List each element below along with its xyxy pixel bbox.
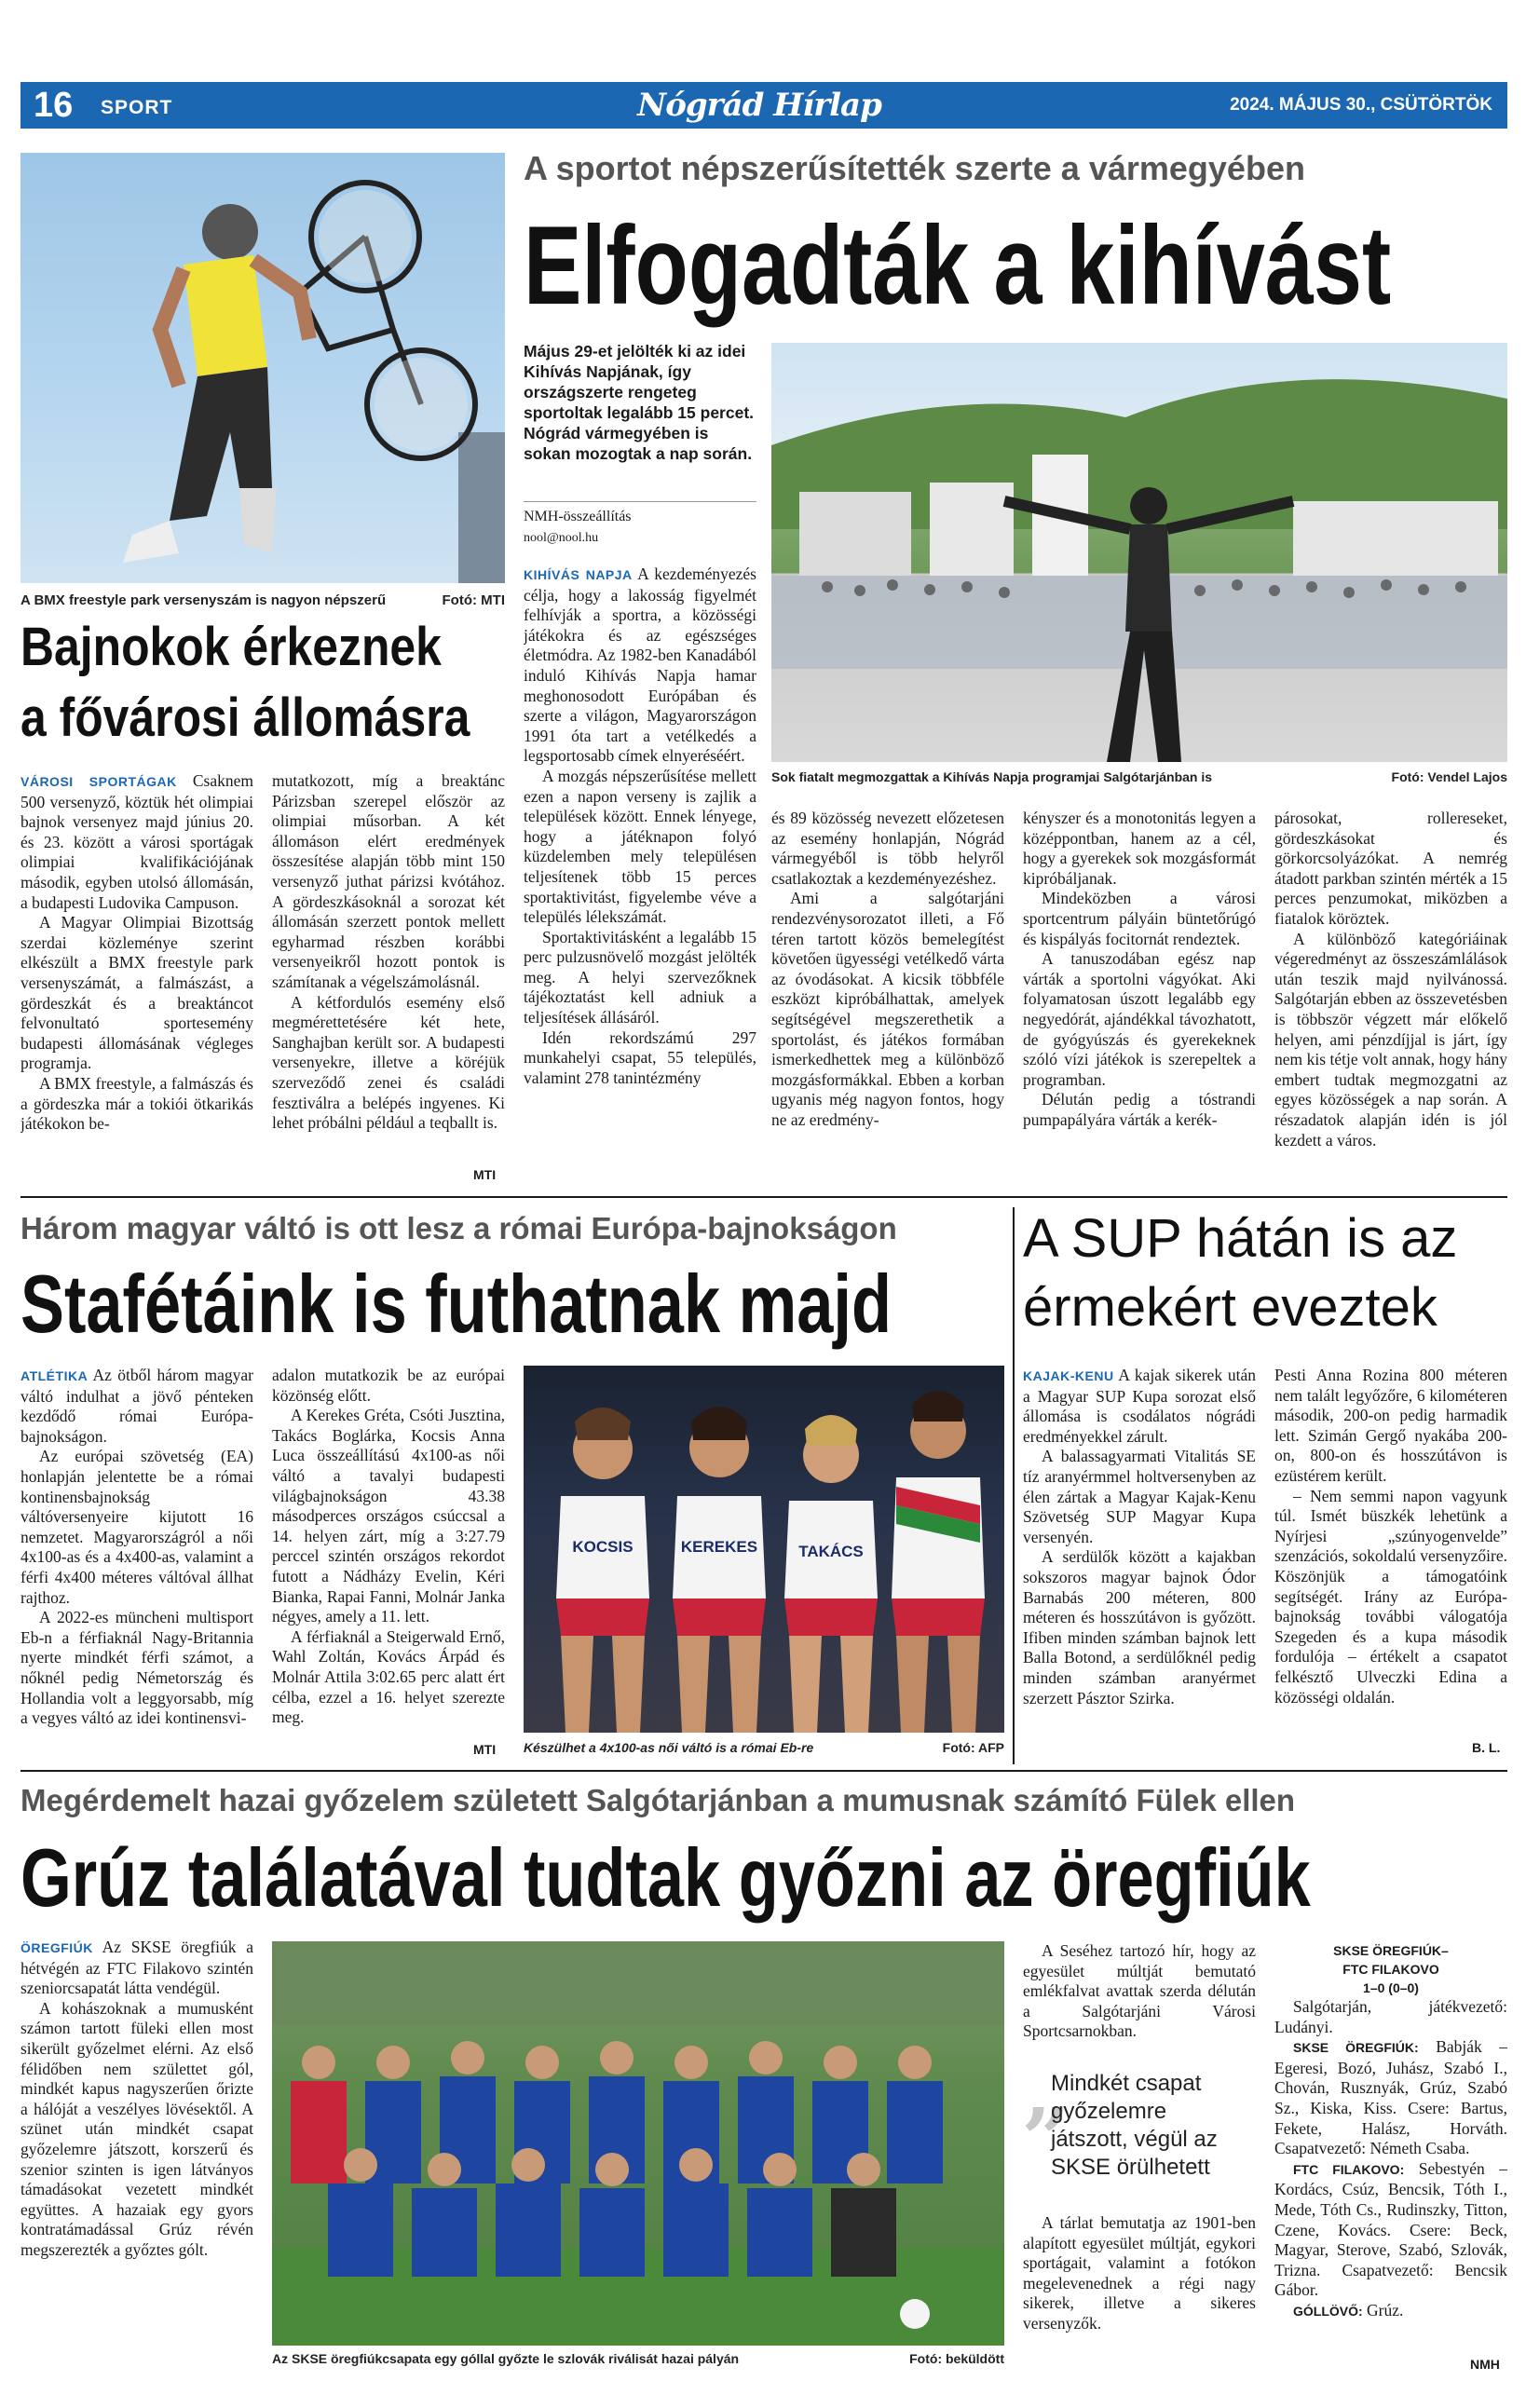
sup-paragraph: – Nem semmi napon vagyunk túl. Ismét büszkék lehetünk a Nyírjesi „szúnyogenvelde” szenzációs, sokoldalú versenyzőire. Köszönjük a támogatóink segítségét. Irány az Európa-bajnokság további válogatója Szegeden és a kupa második fordulója – értékelt a csapatot felkésztő Ulveczki Edina a közösségi oldalán. — [1274, 1486, 1507, 1707]
bmx-photo-caption: A BMX freestyle park versenyszám is nagyon népszerű — [20, 592, 387, 608]
result-box-team-label: SKSE ÖREGFIÚK: — [1293, 2040, 1419, 2056]
bmx-paragraph: A Magyar Olimpiai Bizottság szerdai közleménye szerint elkészült a BMX freestyle park versenyszámát, a falmászást, a gördeszkát és a breaktáncot felvonultató sportesemény budapesti állomásának végleges programja. — [20, 913, 253, 1073]
oldboys-photo-caption: Az SKSE öregfiúkcsapata egy góllal győzte le szlovák riválisát hazai pályán — [272, 2351, 740, 2366]
column-divider — [1013, 1207, 1015, 1764]
relay-paragraph: A 2022-es müncheni multisport Eb-n a férfiaknál Nagy-Britannia nyerte mindkét férfi számot, a nőknél pedig Németország és Hollandia volt a leggyorsabb, míg a vegyes váltó az idei kontinensvi- — [20, 1608, 253, 1728]
sup-paragraph: Pesti Anna Rozina 800 méteren nem talált legyőzőre, 6 kilométeren második, 200-on pedig harmadik lett. Szimán Gergő nyakába 200-on, 800-on és hosszútávon is ezüstérem került. — [1274, 1366, 1507, 1485]
bmx-headline-1: Bajnokok érkeznek — [20, 617, 442, 677]
relay-tag: ATLÉTIKA — [20, 1368, 89, 1383]
sup-paragraph: A kajak sikerek után a Magyar SUP Kupa sorozat első állomása is csodálatos nógrádi eredményekkel zárult. — [1023, 1366, 1256, 1446]
result-box-venue: Salgótarján, játékvezető: Ludányi. — [1274, 1997, 1507, 2036]
sup-paragraph: A balassagyarmati Vitalitás SE tíz aranyérmmel holtversenyben az élen zártak a Magyar Kajak-Kenu Szövetség SUP Magyar Kupa versenyén. — [1023, 1447, 1256, 1546]
relay-photo — [524, 1366, 1004, 1733]
main-paragraph: Mindeközben a városi sportcentrum pályáin büntetőrúgó és kispályás focitornát rendeztek. — [1023, 889, 1256, 948]
main-column-3 — [1023, 809, 1256, 1181]
relay-photo-caption: Készülhet a 4x100-as női váltó is a római Eb-re — [524, 1740, 814, 1755]
bmx-paragraph: A BMX freestyle, a falmászás és a gördeszka már a tokiói ötkarikás játékokon be- — [20, 1073, 253, 1134]
section-divider — [20, 1196, 1507, 1198]
oldboys-paragraph: Az SKSE öregfiúk a hétvégén az FTC Filakovo szintén szeniorcsapatát látta vendégül. — [20, 1938, 253, 1998]
main-paragraph: A mozgás népszerűsítése mellett ezen a napon verseny is zajlik a települések között. Ennek lényege, hogy a játéknapon folyó küzdelemben mely településen teljesítenek több 15 perces sportaktivitást, figyelembe véve a település lélekszámát. — [524, 766, 756, 927]
main-kicker: A sportot népszerűsítették szerte a vármegyében — [524, 149, 1305, 187]
result-box-team-label: FTC FILAKOVO: — [1293, 2161, 1405, 2177]
main-photo-caption: Sok fiatalt megmozgattak a Kihívás Napja programjai Salgótarjánban is — [771, 769, 1213, 784]
sup-headline-2: érmekért eveztek — [1023, 1277, 1437, 1338]
relay-bib-name: TAKÁCS — [798, 1543, 864, 1560]
main-paragraph: Ami a salgótarjáni rendezvénysorozatot illeti, a Fő téren tartott közös bemelegítést követően ügyességi vetélkedő várta az óvodásokat. A kicsik többféle eszközt kipróbálhattak, amelyek segítségével megszerethetik a sportolást, és játékos formában ismerkedhettek meg a különböző mozgásformákkal. Ebben a korban ugyanis még nagyon fontos, hogy ne az eredmény- — [771, 889, 1004, 1129]
main-photo-caption-row — [771, 769, 1507, 784]
oldboys-paragraph: A tárlat bemutatja az 1901-ben alapított egyesület múltját, egykori sportágait, valamint a fotókon megelevenednek a régi nagy sikerek, illetve a sikeres versenyzők. — [1023, 2213, 1256, 2333]
result-box-goal-label: GÓLLÖVŐ: — [1293, 2303, 1363, 2319]
relay-kicker: Három magyar váltó is ott lesz a római Európa-bajnokságon — [20, 1211, 897, 1245]
bmx-column-2 — [272, 771, 505, 1181]
section-name: SPORT — [101, 97, 173, 118]
oldboys-column-2-bottom — [1023, 2213, 1256, 2390]
relay-bib-name: KOCSIS — [572, 1538, 634, 1556]
oldboys-paragraph: A kohászoknak a mumusként számon tartott füleki ellen most sikerült győzelmet elérni. Az első félidőben nem születtet gól, mindkét kapus nagyszerűen őrizte a hálóját a veszélyes lövésektől. A szünet után mindkét csapat győzelemre játszott, korszerű és szenior szinten is igen látványos támadásokat vezetett mindkét együttes. A hazaiak egy gyors kontratámadással Grúz révén megszerezték a győztes gólt. — [20, 1998, 253, 2259]
relay-headline: Stafétáink is futhatnak majd — [20, 1258, 892, 1350]
bmx-photo — [20, 153, 505, 583]
oldboys-team-photo — [272, 1941, 1004, 2346]
bmx-photo-credit: Fotó: MTI — [442, 592, 505, 608]
bmx-paragraph: A kétfordulós esemény első megmérettetésére két hete, Sanghajban került sor. A budapesti versenyekre, illetve a köréjük szerveződő zenei és családi fesztiválra a belépés ingyenes. Ki lehet próbálni például a teqballt is. — [272, 992, 505, 1133]
result-box-score: 1–0 (0–0) — [1363, 1980, 1419, 1995]
main-lead: Május 29-et jelölték ki az idei Kihívás Napjának, így országszerte rengeteg sportoltak legalább 15 percet. Nógrád vármegyében is sokan mozogtak a nap során. — [524, 342, 755, 463]
oldboys-photo-caption-row — [272, 2351, 1004, 2366]
bmx-signature: MTI — [473, 1167, 497, 1182]
newspaper-masthead: Nógrád Hírlap — [637, 87, 881, 124]
bmx-column-1 — [20, 771, 253, 1181]
main-paragraph: Délután pedig a tóstrandi pumpapályára várták a kerék- — [1023, 1090, 1256, 1129]
main-email: nool@nool.hu — [524, 531, 599, 545]
result-box-goal: Grúz. — [1367, 2300, 1404, 2320]
relay-column-1 — [20, 1366, 253, 1759]
relay-bib-name: KEREKES — [680, 1538, 758, 1556]
relay-paragraph: A Kerekes Gréta, Csóti Jusztina, Takács Boglárka, Kocsis Anna Luca összeállítású 4x100-as női váltó a tavalyi budapesti világbajnokságon 43.38 másodperces országos csúccsal a 14. helyen zárt, míg a 3:27.79 perccel szintén országos rekordot futott a Nádházy Evelin, Kéri Bianka, Rapai Fanni, Molnár Janka négyes, amely a 11. lett. — [272, 1406, 505, 1626]
relay-paragraph: Az európai szövetség (EA) honlapján jelentette be a római kontinensbajnokság váltóversenyeire kijutott 16 nemzetet. Magyarországról a női 4x100-as és a 4x400-as, valamint a férfi 4x400 méteres váltóval állhat rajthoz. — [20, 1447, 253, 1607]
bmx-paragraph: mutatkozott, míg a breaktánc Párizsban szerepel először az olimpiai műsorban. A két állomáson elért eredmények összesítése alapján több mint 150 versenyző juthat párizsi kvótához. A gördeszkásoknál a sorozat két állomásán szerzett pontok mellett egyharmad részben korábbi versenyeikről hozott pontok is számítanak a végelszámolásnál. — [272, 771, 505, 991]
relay-photo-caption-row — [524, 1740, 1004, 1755]
oldboys-headline: Grúz találatával tudtak győzni az öregfiúk — [20, 1831, 1311, 1924]
relay-signature: MTI — [473, 1742, 497, 1757]
main-lead-divider — [524, 501, 756, 502]
oldboys-photo-credit: Fotó: beküldött — [909, 2351, 1004, 2366]
oldboys-kicker: Megérdemelt hazai győzelem született Salgótarjánban a mumusnak számító Fülek ellen — [20, 1783, 1296, 1817]
main-headline: Elfogadták a kihívást — [524, 203, 1392, 328]
bmx-headline-2: a fővárosi állomásra — [20, 687, 470, 748]
sup-headline-1: A SUP hátán is az — [1023, 1208, 1458, 1269]
main-paragraph: Idén rekordszámú 297 munkahelyi csapat, 55 település, valamint 278 tanintézmény — [524, 1027, 756, 1087]
oldboys-column-1 — [20, 1938, 253, 2390]
section-divider — [20, 1770, 1507, 1772]
sup-paragraph: A serdülők között a kajakban sokszoros magyar bajnok Ódor Barnabás 200 méteren, 800 méteren és hosszútávon is győzött. Ifiben minden számban bajnok lett Balla Botond, a serdülőknél pedig minden számban aranyérmet szerzett Pásztor Szirka. — [1023, 1547, 1256, 1707]
oldboys-pull-quote: Mindkét csapat győzelemre játszott, végül az SKSE örülhetett — [1051, 2071, 1218, 2180]
oldboys-paragraph: A Seséhez tartozó hír, hogy az egyesület múltját bemutató emlékfalvat avattak szerda délután a Salgótarjáni Városi Sportcsarnokban. — [1023, 1941, 1256, 2041]
main-paragraph: A kezdeményezés célja, hogy a lakosság figyelmét felhívják a sportra, a közösségi játékokra és az egészséges életmódra. Az 1982-ben Kanadából induló Kihívás Napja hamar meghonosodott Európában és szerte a világon, Magyarországon 1991 óta tart a vetélkedés a legsportosabb címek elnyeréséért. — [524, 565, 756, 766]
relay-photo-credit: Fotó: AFP — [942, 1740, 1004, 1755]
result-box-team-lineup: Sebestyén – Kordács, Csúz, Bencsik, Tóth I., Mede, Tóth Cs., Rudinszky, Titton, Czene, Kovács. Csere: Beck, Magyar, Sterove, Szabó, Szlovák, Trizna. Csapatvezető: Bencsik Gábor. — [1274, 2158, 1507, 2300]
relay-paragraph: Az ötből három magyar váltó indulhat a jövő pénteken kezdődő római Európa-bajnokságon. — [20, 1366, 253, 1446]
result-box-title: FTC FILAKOVO — [1342, 1962, 1439, 1977]
relay-paragraph: A férfiaknál a Steigerwald Ernő, Wahl Zoltán, Kovács Árpád és Molnár Attila 3:02.65 perc alatt ért célba, ezzel a 16. helyet szerezte meg. — [272, 1626, 505, 1727]
result-box — [1274, 1941, 1507, 2322]
sup-column-1 — [1023, 1366, 1256, 1759]
oldboys-signature: NMH — [1470, 2357, 1500, 2372]
main-photo-credit: Fotó: Vendel Lajos — [1391, 769, 1507, 784]
main-paragraph: A különböző kategóriáinak végeredményt az összeszámlálások után teszik majd nyilvánossá. Salgótarján ebben az összevetésben is többször végzett már előkelő helyen, ami pénzdíjjal is járt, így nem kis tétje volt annak, hogy hány embert tudtak megmozgatni az egyes közösségek a nap során. A részadatok alapján idén is jól kezdett a város. — [1274, 929, 1507, 1150]
sup-signature: B. L. — [1472, 1740, 1501, 1755]
main-column-4 — [1274, 809, 1507, 1181]
relay-paragraph: adalon mutatkozik be az európai közönség előtt. — [272, 1366, 505, 1405]
main-paragraph: és 89 közösség nevezett előzetesen az esemény honlapján, Nógrád vármegyéből is több helyről csatlakoztak a kezdeményezéshez. — [771, 809, 1004, 888]
main-paragraph: párosokat, rollereseket, gördeszkásokat és görkorcsolyázókat. A nemrég átadott parkban szintén mérték a 15 perces penzumokat, miközben a fiatalok köröztek. — [1274, 809, 1507, 928]
sup-tag: KAJAK-KENU — [1023, 1368, 1114, 1383]
page-number: 16 — [34, 86, 74, 125]
main-tag: KIHÍVÁS NAPJA — [524, 567, 633, 582]
main-column-1 — [524, 565, 756, 1181]
issue-date: 2024. MÁJUS 30., CSÜTÖRTÖK — [1230, 95, 1492, 115]
bmx-photo-caption-row — [20, 592, 505, 608]
main-byline: NMH-összeállítás — [524, 509, 632, 524]
main-column-2 — [771, 809, 1004, 1181]
main-photo — [771, 343, 1507, 762]
result-box-team-lineup: Babják – Egeresi, Bozó, Juhász, Szabó I., Chován, Rusznyák, Grúz, Szabó Sz., Kiska, Kiss. Csere: Bartus, Fekete, Halász, Horváth. Csapatvezető: Németh Csaba. — [1274, 2037, 1507, 2158]
relay-column-2 — [272, 1366, 505, 1759]
oldboys-tag: ÖREGFIÚK — [20, 1940, 93, 1955]
bmx-tag: VÁROSI SPORTÁGAK — [20, 774, 177, 789]
sup-column-2 — [1274, 1366, 1507, 1738]
result-box-title: SKSE ÖREGFIÚK– — [1333, 1943, 1449, 1958]
main-paragraph: Sportaktivitásként a legalább 15 perc pulzusnövelő mozgást jelölték meg. A helyi szervezőknek tájékoztatást kell adniuk a teljesítések állásáról. — [524, 927, 756, 1027]
main-paragraph: A tanuszodában egész nap várták a sportolni vágyókat. Aki folyamatosan úszott legalább egy negyedórát, ajándékkal távozhatott, de gyógyúszás és gyerekeknek szóló vízi játékok is szerepeltek a programban. — [1023, 949, 1256, 1089]
quote-mark-icon: „ — [1023, 2042, 1071, 2141]
main-paragraph: kényszer és a monotonitás legyen a középpontban, hanem az a cél, hogy a gyerekek sok mozgásformát kipróbáljanak. — [1023, 809, 1256, 888]
bmx-paragraph: Csaknem 500 versenyző, köztük hét olimpiai bajnok versenyez majd június 20. és 23. között a városi sportágak olimpiai kvalifikációjának második, egyben utolsó állomásán, a budapesti Ludovika Campuson. — [20, 771, 253, 912]
